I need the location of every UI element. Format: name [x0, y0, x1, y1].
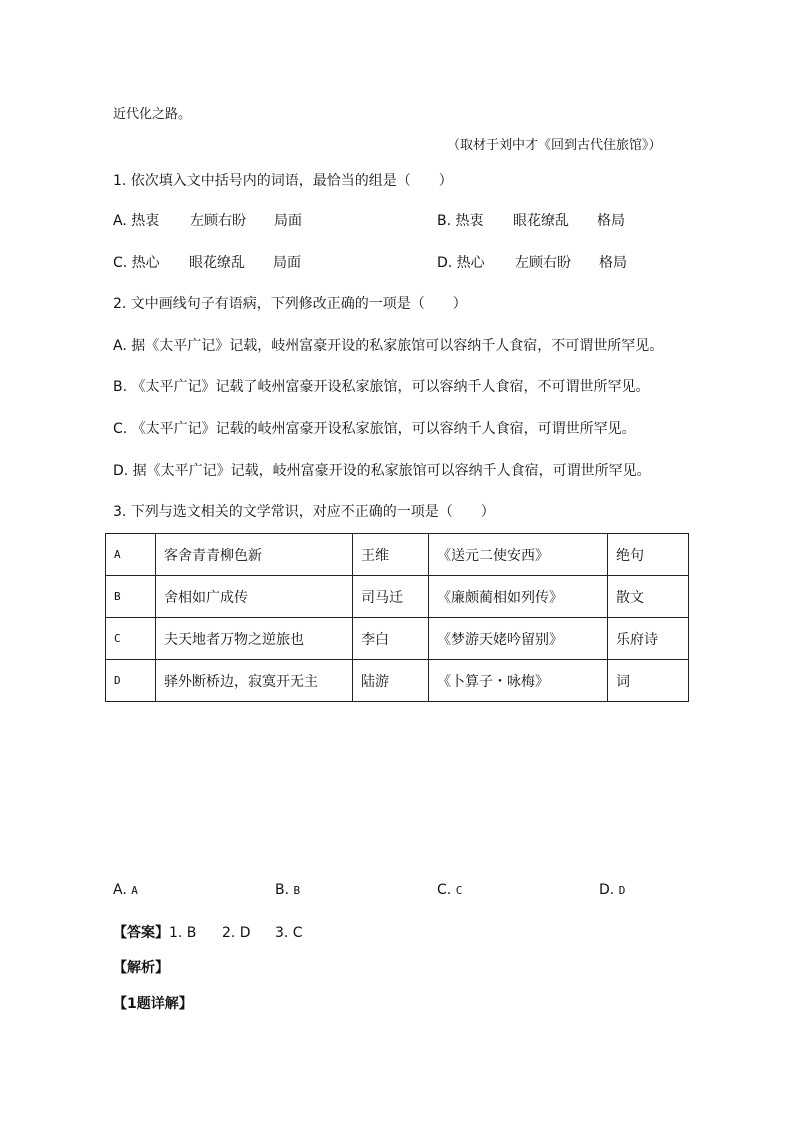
row-letter: B	[106, 576, 156, 618]
q1-option-b-word3: 格局	[597, 213, 625, 229]
q1-option-b[interactable]	[437, 211, 625, 231]
q1-option-a[interactable]	[113, 211, 302, 231]
intro-tail-text: 近代化之路。	[113, 107, 192, 122]
choice-letter: B	[293, 884, 301, 897]
quote-cell: 夫天地者万物之逆旅也	[156, 618, 353, 660]
q3-choice-a[interactable]	[113, 880, 138, 901]
work-cell: 《卜算子・咏梅》	[429, 660, 608, 702]
q1-stem: 1. 依次填入文中括号内的词语，最恰当的组是（ ）	[113, 173, 453, 189]
q1-option-c[interactable]	[113, 253, 301, 273]
genre-cell: 乐府诗	[608, 618, 689, 660]
choice-prefix: B.	[275, 882, 294, 898]
q2-option-d[interactable]: D. 据《太平广记》记载，岐州富豪开设的私家旅馆可以容纳千人食宿，可谓世所罕见。	[113, 463, 651, 479]
genre-cell: 词	[608, 660, 689, 702]
q2-option-a[interactable]: A. 据《太平广记》记载，岐州富豪开设的私家旅馆可以容纳千人食宿，不可谓世所罕见。	[113, 338, 664, 354]
choice-prefix: D.	[599, 882, 619, 898]
quote-cell: 舍相如广成传	[156, 576, 353, 618]
q3-choice-d[interactable]	[599, 880, 625, 901]
q3-choice-b[interactable]	[275, 880, 300, 901]
q1-option-c-word2: 眼花缭乱	[189, 255, 245, 271]
work-cell: 《送元二使安西》	[429, 534, 608, 576]
q3-choice-c[interactable]	[437, 880, 462, 901]
choice-letter: D	[618, 884, 626, 897]
q1-option-d[interactable]	[437, 253, 627, 273]
answer-line	[113, 923, 303, 943]
genre-cell: 散文	[608, 576, 689, 618]
choice-letter: A	[131, 884, 138, 897]
table-row	[106, 576, 689, 618]
quote-cell: 驿外断桥边，寂寞开无主	[156, 660, 353, 702]
genre-cell: 绝句	[608, 534, 689, 576]
q1-option-a-word2: 左顾右盼	[190, 213, 246, 229]
detail-heading: 【1题详解】	[113, 996, 193, 1012]
choice-prefix: A.	[113, 882, 132, 898]
analysis-heading: 【解析】	[113, 960, 169, 976]
choice-prefix: C.	[437, 882, 456, 898]
answer-tag: 【答案】	[113, 925, 169, 941]
q1-option-c-word3: 局面	[273, 255, 301, 271]
table-row	[106, 534, 689, 576]
author-cell: 陆游	[353, 660, 429, 702]
table-row	[106, 660, 689, 702]
q1-option-d-word2: 左顾右盼	[515, 255, 571, 271]
answer-item: 3. C	[275, 925, 303, 941]
row-letter: A	[106, 534, 156, 576]
q1-option-d-word1: D. 热心	[437, 255, 485, 271]
q1-option-c-word1: C. 热心	[113, 255, 160, 271]
q2-stem: 2. 文中画线句子有语病，下列修改正确的一项是（ ）	[113, 296, 467, 312]
work-cell: 《廉颇蔺相如列传》	[429, 576, 608, 618]
work-cell: 《梦游天姥吟留别》	[429, 618, 608, 660]
author-cell: 司马迁	[353, 576, 429, 618]
answer-item: 1. B	[169, 925, 197, 941]
answer-item: 2. D	[222, 925, 251, 941]
author-cell: 李白	[353, 618, 429, 660]
q1-option-d-word3: 格局	[599, 255, 627, 271]
source-citation: （取材于刘中才《回到古代住旅馆》）	[447, 138, 662, 153]
q1-option-b-word1: B. 热衷	[437, 213, 484, 229]
q2-option-b[interactable]: B. 《太平广记》记载了岐州富豪开设私家旅馆，可以容纳千人食宿，不可谓世所罕见。	[113, 379, 650, 395]
q1-option-b-word2: 眼花缭乱	[513, 213, 569, 229]
quote-cell: 客舍青青柳色新	[156, 534, 353, 576]
literature-table	[105, 533, 689, 702]
author-cell: 王维	[353, 534, 429, 576]
q2-option-c[interactable]: C. 《太平广记》记载的岐州富豪开设私家旅馆，可以容纳千人食宿，可谓世所罕见。	[113, 421, 636, 437]
row-letter: C	[106, 618, 156, 660]
table-row	[106, 618, 689, 660]
choice-letter: C	[455, 884, 463, 897]
q1-option-a-word3: 局面	[274, 213, 302, 229]
q1-option-a-word1: A. 热衷	[113, 213, 160, 229]
row-letter: D	[106, 660, 156, 702]
q3-stem: 3. 下列与选文相关的文学常识，对应不正确的一项是（ ）	[113, 504, 495, 520]
